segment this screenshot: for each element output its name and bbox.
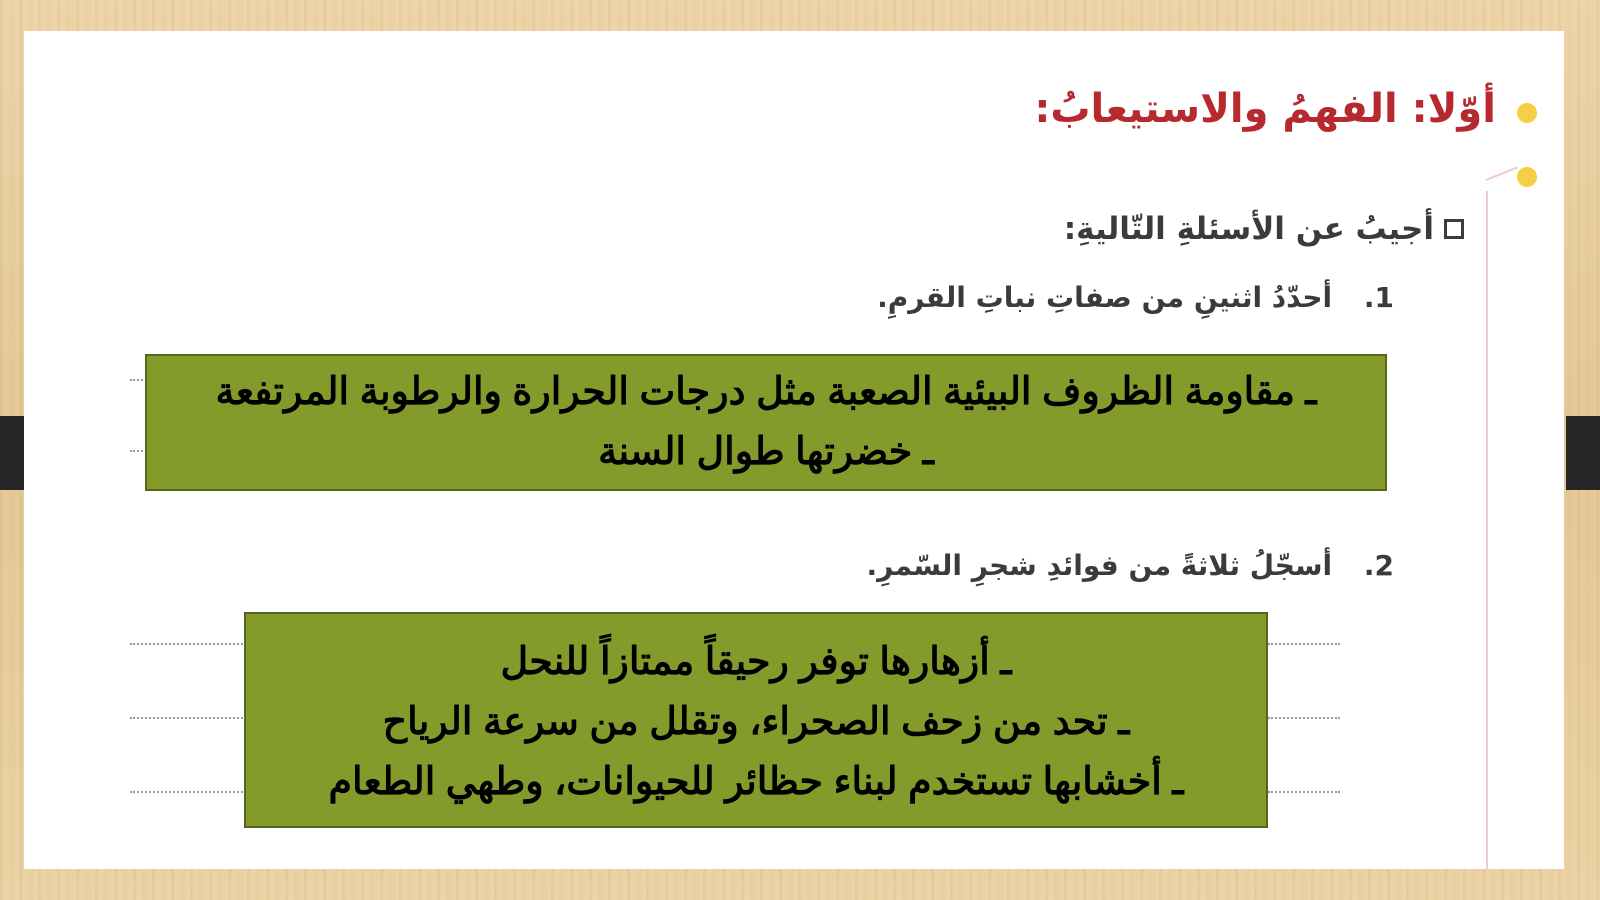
slide-page bbox=[24, 31, 1564, 869]
question-text: أسجّلُ ثلاثةً من فوائدِ شجرِ السّمرِ. bbox=[866, 549, 1333, 582]
answer-box-1 bbox=[145, 354, 1387, 491]
answer-dotted-line bbox=[1268, 643, 1340, 645]
bullet-dot-icon bbox=[1517, 103, 1537, 123]
answer-dotted-line bbox=[130, 643, 246, 645]
section-heading: أوّلا: الفهمُ والاستيعابُ: bbox=[1034, 86, 1496, 132]
instruction-text: أجيبُ عن الأسئلةِ التّاليةِ: bbox=[1063, 211, 1434, 247]
decorative-timeline-branch bbox=[1486, 166, 1518, 181]
answer-line: ـ أزهارها توفر رحيقاً ممتازاً للنحل bbox=[500, 641, 1012, 683]
answer-line: ـ أخشابها تستخدم لبناء حظائر للحيوانات، وطهي الطعام bbox=[328, 761, 1184, 803]
answer-line: ـ تحد من زحف الصحراء، وتقلل من سرعة الرياح bbox=[382, 701, 1130, 743]
answer-dotted-line bbox=[1268, 717, 1340, 719]
question-text: أحدّدُ اثنينِ من صفاتِ نباتِ القرمِ. bbox=[877, 281, 1333, 314]
left-edge-bar bbox=[0, 416, 26, 490]
question-number: 2. bbox=[1363, 549, 1394, 582]
answer-line: ـ مقاومة الظروف البيئية الصعبة مثل درجات الحرارة والرطوبة المرتفعة bbox=[215, 371, 1317, 413]
question-2 bbox=[867, 549, 1394, 582]
bullet-dot-icon bbox=[1517, 167, 1537, 187]
right-edge-bar bbox=[1566, 416, 1600, 490]
instruction-line bbox=[1064, 211, 1464, 247]
answer-box-2 bbox=[244, 612, 1268, 828]
answer-line: ـ خضرتها طوال السنة bbox=[598, 431, 934, 473]
answer-dotted-line bbox=[1268, 791, 1340, 793]
answer-dotted-line bbox=[130, 717, 246, 719]
checkbox-square-icon bbox=[1444, 219, 1464, 239]
decorative-timeline-line bbox=[1486, 191, 1488, 869]
question-1 bbox=[877, 281, 1394, 314]
answer-dotted-line bbox=[130, 791, 246, 793]
question-number: 1. bbox=[1363, 281, 1394, 314]
